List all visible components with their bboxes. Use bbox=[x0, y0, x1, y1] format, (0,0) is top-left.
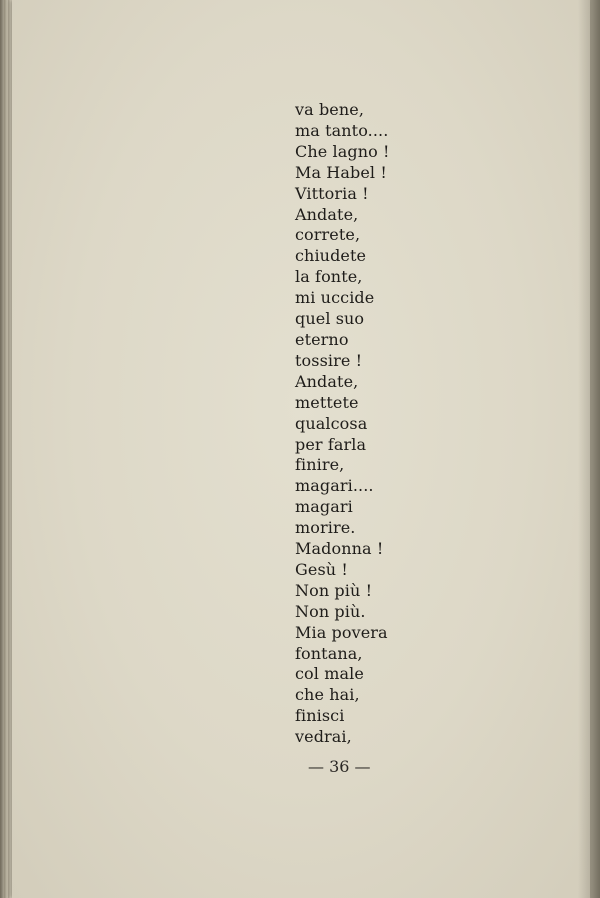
poem-line: Mia povera bbox=[295, 622, 388, 642]
poem-line: Madonna ! bbox=[295, 539, 384, 559]
poem-line: la fonte, bbox=[295, 267, 363, 287]
poem-line: morire. bbox=[295, 518, 356, 538]
poem-line: vedrai, bbox=[295, 727, 352, 747]
poem-line: per farla bbox=[295, 434, 367, 454]
page-number: — 36 — bbox=[308, 757, 371, 776]
page-sheet bbox=[12, 0, 590, 898]
poem-line: Vittoria ! bbox=[295, 183, 369, 203]
poem-line: Andate, bbox=[295, 204, 359, 224]
poem-line: col male bbox=[295, 664, 364, 684]
poem-line: Che lagno ! bbox=[295, 141, 390, 161]
poem-line: Non più ! bbox=[295, 580, 373, 600]
poem-line: fontana, bbox=[295, 643, 363, 663]
poem-line: Andate, bbox=[295, 371, 359, 391]
poem-line: mettete bbox=[295, 392, 359, 412]
poem-line: finire, bbox=[295, 455, 345, 475]
poem-line: va bene, bbox=[295, 100, 365, 119]
poem-line: magari bbox=[295, 497, 353, 517]
poem-line: tossire ! bbox=[295, 350, 363, 370]
poem-line: quel suo bbox=[295, 309, 365, 329]
poem-line: ma tanto.... bbox=[295, 120, 389, 140]
poem-line: che hai, bbox=[295, 685, 360, 705]
poem-line: Non più. bbox=[295, 601, 366, 621]
poem-line: magari.... bbox=[295, 476, 374, 496]
poem-line: Gesù ! bbox=[295, 559, 348, 579]
poem-line: chiudete bbox=[295, 246, 367, 266]
binding-shadow bbox=[578, 0, 600, 898]
poem-line: Ma Habel ! bbox=[295, 162, 387, 182]
poem-text bbox=[295, 100, 495, 748]
poem-line: qualcosa bbox=[295, 413, 368, 433]
poem-line: correte, bbox=[295, 225, 361, 245]
poem-line: finisci bbox=[295, 706, 345, 726]
poem-line: mi uccide bbox=[295, 288, 375, 308]
poem-line: eterno bbox=[295, 329, 349, 349]
